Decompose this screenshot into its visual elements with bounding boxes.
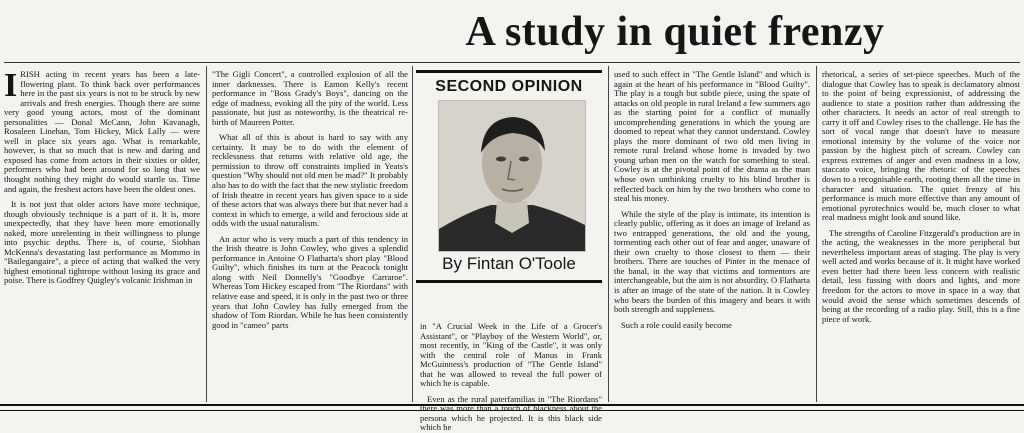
paragraph: It is not just that older actors have more technique, though obviously technique is a part of it. It is, more unexpectedly, that they have been more emotionally naked, more unrelenting in their willingness to plunge into psychic depths. There is, of course, Siobhan McKenna's devastating last performance as Mommo in "Bailegangaire", a piece of acting that walked the very highest emotional tightrope without losing its grace and poise. There is Godfrey Quigley's volcanic Irishman in (4, 199, 200, 286)
column-box-title: SECOND OPINION (416, 70, 602, 101)
paragraph: Such a role could easily become (621, 319, 732, 330)
article-column-2 (212, 70, 408, 402)
article-column-1 (4, 67, 200, 402)
paragraph: in "A Crucial Week in the Life of a Grocer's Assistant", or "Playboy of the Western World", or, most recently, in "King of the Castle", it was only with the central role of Manus in Frank McGuinness's production of "The Gentle Island" that he was allowed to reveal the full power of which he is capable. (420, 321, 602, 389)
paragraph: The strengths of Caroline Fitzgerald's production are in the acting, the weaknesses in the more peripheral but nevertheless important areas of staging. The play is very well acted and works because of it. It might have worked even better had there been less concern with realistic detail, less fussing with doors and lights, and more freedom for the actors to move in space in a way that would avoid the sense which sometimes descends of being at the recording of a radio play. Still, this is a fine piece of work. (822, 227, 1020, 324)
paragraph: What all of this is about is hard to say with any certainty. It may be to do with the element of recklessness that returns with relative old age, the permission to throw off constraints implied in Yeats's question "Why should not old men be mad?" It probably also has to do with the fact that the new stylistic freedom of Irish theatre in recent years has given space to a side of these actors that was always there but that never had a context in which to emerge, a wild and ferocious side at odds with the usual naturalism. (212, 132, 408, 229)
author-byline: By Fintan O'Toole (442, 254, 576, 273)
column-divider (412, 66, 413, 402)
article-column-4 (614, 70, 810, 402)
paragraph: Even as the rural paterfamilias in "The Riordans" there was more than a touch of blackness about the persona which he projected. It is this black side which he (420, 393, 602, 433)
paragraph: "The Gigli Concert", a controlled explosion of all the inner darknesses. There is Eamon Kelly's recent performance in "Boss Grady's Boys", dancing on the edge of madness, evoking all the pity of the world. Less passionate, but just as noteworthy, is the theatrical re-birth of Maureen Potter. (212, 69, 408, 127)
bottom-rule (0, 404, 1024, 411)
paragraph (4, 67, 200, 194)
box-bottom-rule (416, 280, 602, 283)
column-divider (816, 66, 817, 402)
portrait-photo-icon (439, 101, 585, 251)
article-column-5 (822, 70, 1020, 402)
paragraph-text: RISH acting in recent years has been a late-flowering plant. To think back over performances here in the past six years is not to be struck by new arrivals and fresh energies. Though there are some very good young actors, most of the dominant personalities — Donal McCann, John Kavanagh, Rosaleen Linehan, Tom Hickey, Mick Lally — were well in place six years ago. What is remarkable, however, is that so much that is new and daring and exposed has come from actors in their sixties or older, performers who had been around for so long that we thought nothing they might do would startle us. Time and again, the freshest actors have been the oldest ones. (4, 69, 200, 194)
column-divider (206, 66, 207, 402)
paragraph: While the style of the play is intimate, its intention is clearly public, offering as it does an image of Ireland as two entrapped generations, the old and the young, tormenting each other out of fear and anger, unaware of their own cruelty to those closest to them — their brothers. There are touches of Pinter in the menace of the banal, in the way that victims and tormentors are interchangeable, but the aim is not absurdity. O Flatharta is after an image of the state of the nation. It is Cowley who bears the burden of this imagery and bears it with both strength and suppleness. (614, 208, 810, 315)
article-column-3 (420, 321, 602, 433)
paragraph: used to such effect in "The Gentle Island" and which is again at the heart of his performance in "Blood Guilty". The play is a tough but subtle piece, using the spate of attacks on old people in rural Ireland a few summers ago as the starting point for a conflict of mutually uncomprehending generations in which the young are doomed to repeat what they cannot understand. Cowley plays the more dominant of two old men living in remote rural Ireland whose home is invaded by two young urban men on the watch for something to steal. Cowley is at the pivotal point of the drama as the man whose own unthinking cruelty to his blind brother is reflected back on him by the two brothers who come to steal his money. (614, 69, 810, 204)
column-divider (608, 66, 609, 402)
paragraph: An actor who is very much a part of this tendency in the Irish theatre is John Cowley, who gives a splendid performance in Antoine O Flatharta's short play "Blood Guilty", which finishes its turn at the Peacock tonight along with Neil Donnelly's "Goodbye Carraroe". Whereas Tom Hickey escaped from "The Riordans" with relative ease and speed, it is only in the past two or three years that John Cowley has fully emerged from the shadow of Tom Riordan. While he has been consistently good in "cameo" parts (212, 233, 408, 330)
paragraph: rhetorical, a series of set-piece speeches. Much of the dialogue that Cowley has to speak is declamatory almost to the point of being expressionist, of addressing the audience to state a position rather than addressing the other characters. It needs an actor of real strength to carry it off and Cowley rises to the challenge. He has the sort of vocal range that doesn't have to measure emotional intensity by the volume of the voice nor passion by the highest pitch of scream. Cowley can express extremes of anger and even madness in a low, staccato voice, bringing the rhetoric of the speeches down to a recognisable earth, rooting them all the time in character and situation. The quiet frenzy of his performance is much more effective than any amount of emotional pyrotechnics would be, much closer to what real madness might look and sound like. (822, 69, 1020, 223)
top-rule (4, 62, 1020, 63)
drop-cap: I (4, 67, 18, 104)
author-portrait (438, 100, 586, 252)
article-headline: A study in quiet frenzy (465, 9, 885, 55)
